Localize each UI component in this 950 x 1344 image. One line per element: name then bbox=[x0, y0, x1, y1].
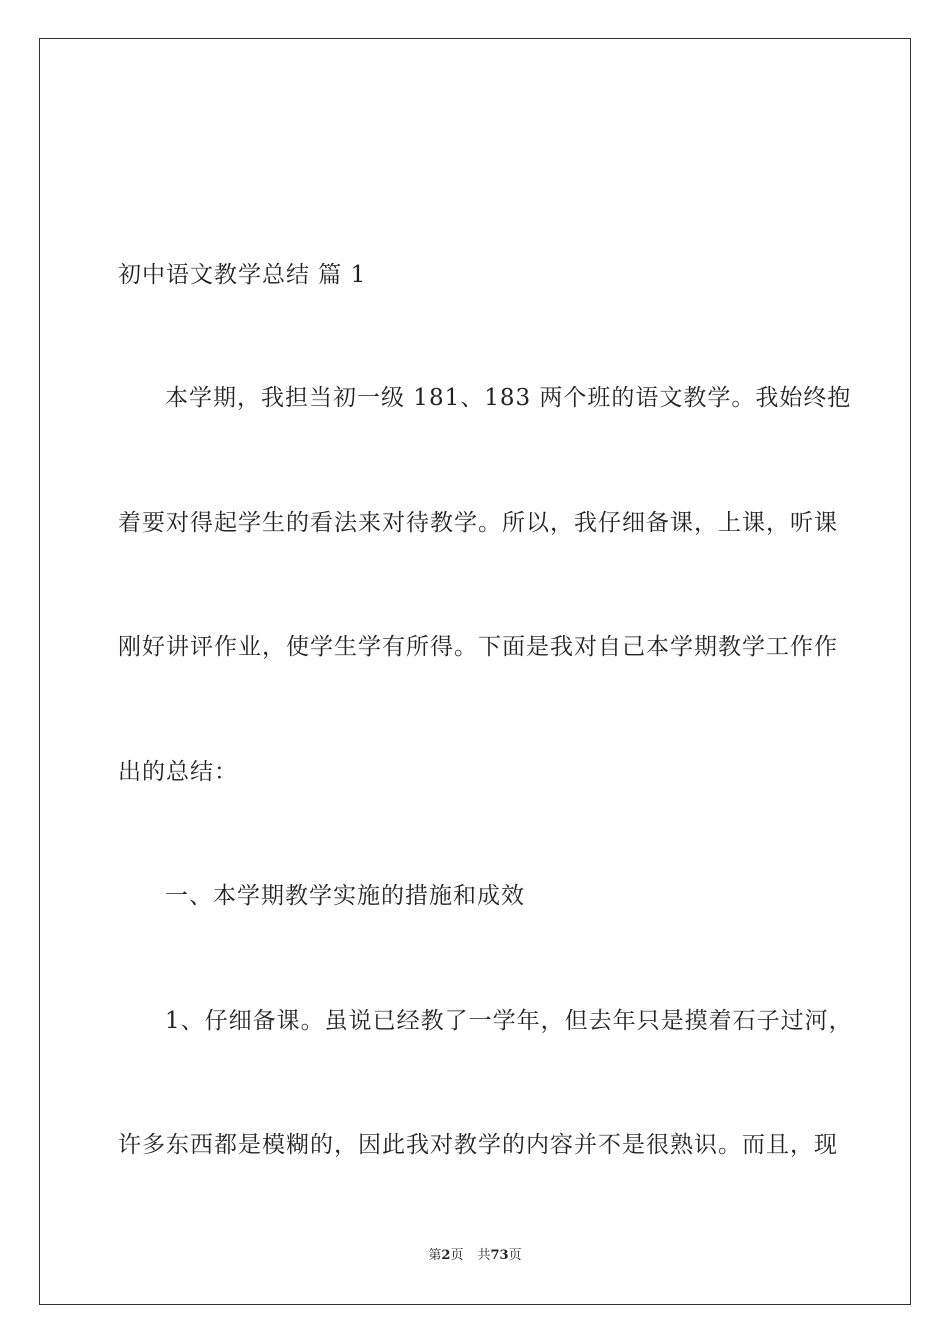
total-suffix: 页 bbox=[508, 1248, 522, 1263]
section-heading: 一、本学期教学实施的措施和成效 bbox=[165, 883, 525, 909]
paragraph-line-4: 出的总结： bbox=[118, 759, 238, 785]
paragraph-line-3: 刚好讲评作业，使学生学有所得。下面是我对自己本学期教学工作作 bbox=[118, 634, 838, 660]
page-prefix: 第 bbox=[428, 1248, 442, 1263]
paragraph-line-1: 本学期，我担当初一级 181、183 两个班的语文教学。我始终抱 bbox=[165, 385, 852, 411]
paragraph-line-2: 着要对得起学生的看法来对待教学。所以，我仔细备课，上课，听课 bbox=[118, 510, 838, 536]
page-frame bbox=[39, 38, 911, 1305]
document-heading: 初中语文教学总结 篇 1 bbox=[118, 262, 367, 288]
total-prefix: 共 bbox=[477, 1248, 491, 1263]
paragraph-line-5: 1、仔细备课。虽说已经教了一学年，但去年只是摸着石子过河， bbox=[165, 1008, 853, 1034]
paragraph-line-6: 许多东西都是模糊的，因此我对教学的内容并不是很熟识。而且，现 bbox=[118, 1132, 838, 1158]
page-footer bbox=[0, 1247, 950, 1265]
page-number: 2 bbox=[441, 1248, 451, 1263]
page-suffix: 页 bbox=[450, 1248, 464, 1263]
total-pages: 73 bbox=[490, 1248, 509, 1263]
